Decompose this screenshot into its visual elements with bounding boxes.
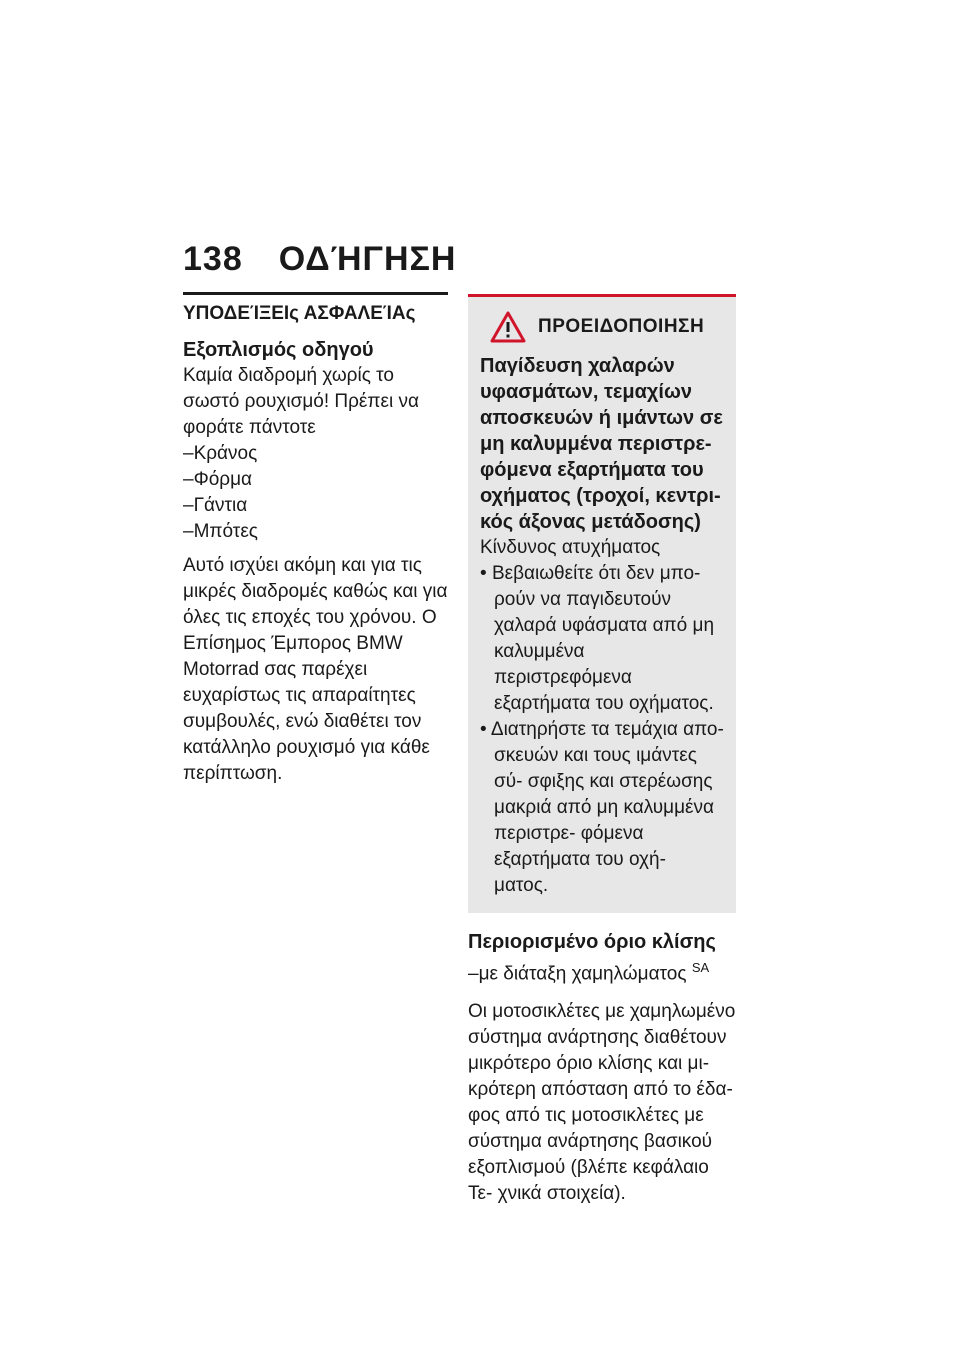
lean-angle-paragraph: Οι μοτοσικλέτες με χαμηλωμένο σύστημα ανάρτησης διαθέτουν μικρότερο όριο κλίσης και μι- κρότερη απόσταση από το έδα- φος από τις μοτοσικλέτες με σύστημα ανάρτησης βασικού εξοπλισμού (βλέπε κεφάλαιο Τε- χνικά στοιχεία). [468, 1001, 736, 1205]
sa-badge: SA [691, 960, 710, 975]
lean-angle-heading: Περιορισμένο όριο κλίσης [468, 931, 716, 953]
advice-paragraph: Αυτό ισχύει ακόμη και για τις μικρές διαδρομές καθώς και για όλες τις εποχές του χρόνου. Ο Επίσημος Έμπορος BMW Motorrad σας παρέχει ευχαρίστως τις απαραίτητες συμβουλές, ενώ διαθέτει τον κατάλληλο ρουχισμό για κάθε περίπτωση. [183, 555, 448, 784]
warning-cause: Κίνδυνος ατυχήματος [480, 537, 661, 558]
list-item: • Βεβαιωθείτε ότι δεν μπο- ρούν να παγιδευτούν χαλαρά υφάσματα από μη καλυμμένα περιστρεφόμενα εξαρτήματα του οχήματος. [480, 561, 724, 717]
warning-triangle-icon [490, 311, 526, 343]
intro-text: Καμία διαδρομή χωρίς το σωστό ρουχισμό! Πρέπει να φοράτε πάντοτε [183, 365, 419, 438]
list-item: – Φόρμα [183, 467, 448, 493]
page-header [183, 240, 456, 279]
warning-title: ΠΡΟΕΙΔΟΠΟΙΗΣΗ [538, 316, 705, 337]
left-column [183, 292, 448, 787]
list-item: • Διατηρήστε τα τεμάχια απο- σκευών και τους ιμάντες σύ- σφιξης και στερέωσης μακριά από μη καλυμμένα περιστρε- φόμενα εξαρτήματα του οχή- ματος. [480, 717, 724, 899]
warning-header [480, 311, 724, 343]
lowering-text: –με διάταξη χαμηλώματος [468, 963, 687, 985]
lean-angle-section [468, 929, 736, 1207]
list-item: – Γάντια [183, 493, 448, 519]
page-number: 138 [183, 240, 243, 278]
list-item: – Μπότες [183, 519, 448, 545]
rider-equipment-heading: Εξοπλισμός οδηγού [183, 339, 374, 361]
equipment-list [183, 441, 448, 545]
list-item: – Κράνος [183, 441, 448, 467]
section-title: ΥΠΟΔΕΊΞΕΙς ΑΣΦΑΛΕΊΑς [183, 303, 416, 324]
warning-heading: Παγίδευση χαλαρών υφασμάτων, τεμαχίων αποσκευών ή ιμάντων σε μη καλυμμένα περιστρε- φόμενα εξαρτήματα του οχήματος (τροχοί, κεντρι- κός άξονας μετάδοσης) [480, 355, 723, 533]
warning-bullets [480, 561, 724, 899]
lowering-note [468, 955, 736, 987]
chapter-title: ΟΔΉΓΗΣΗ [278, 240, 457, 278]
warning-box [468, 294, 736, 913]
right-column [468, 294, 736, 1207]
section-divider [183, 292, 448, 295]
